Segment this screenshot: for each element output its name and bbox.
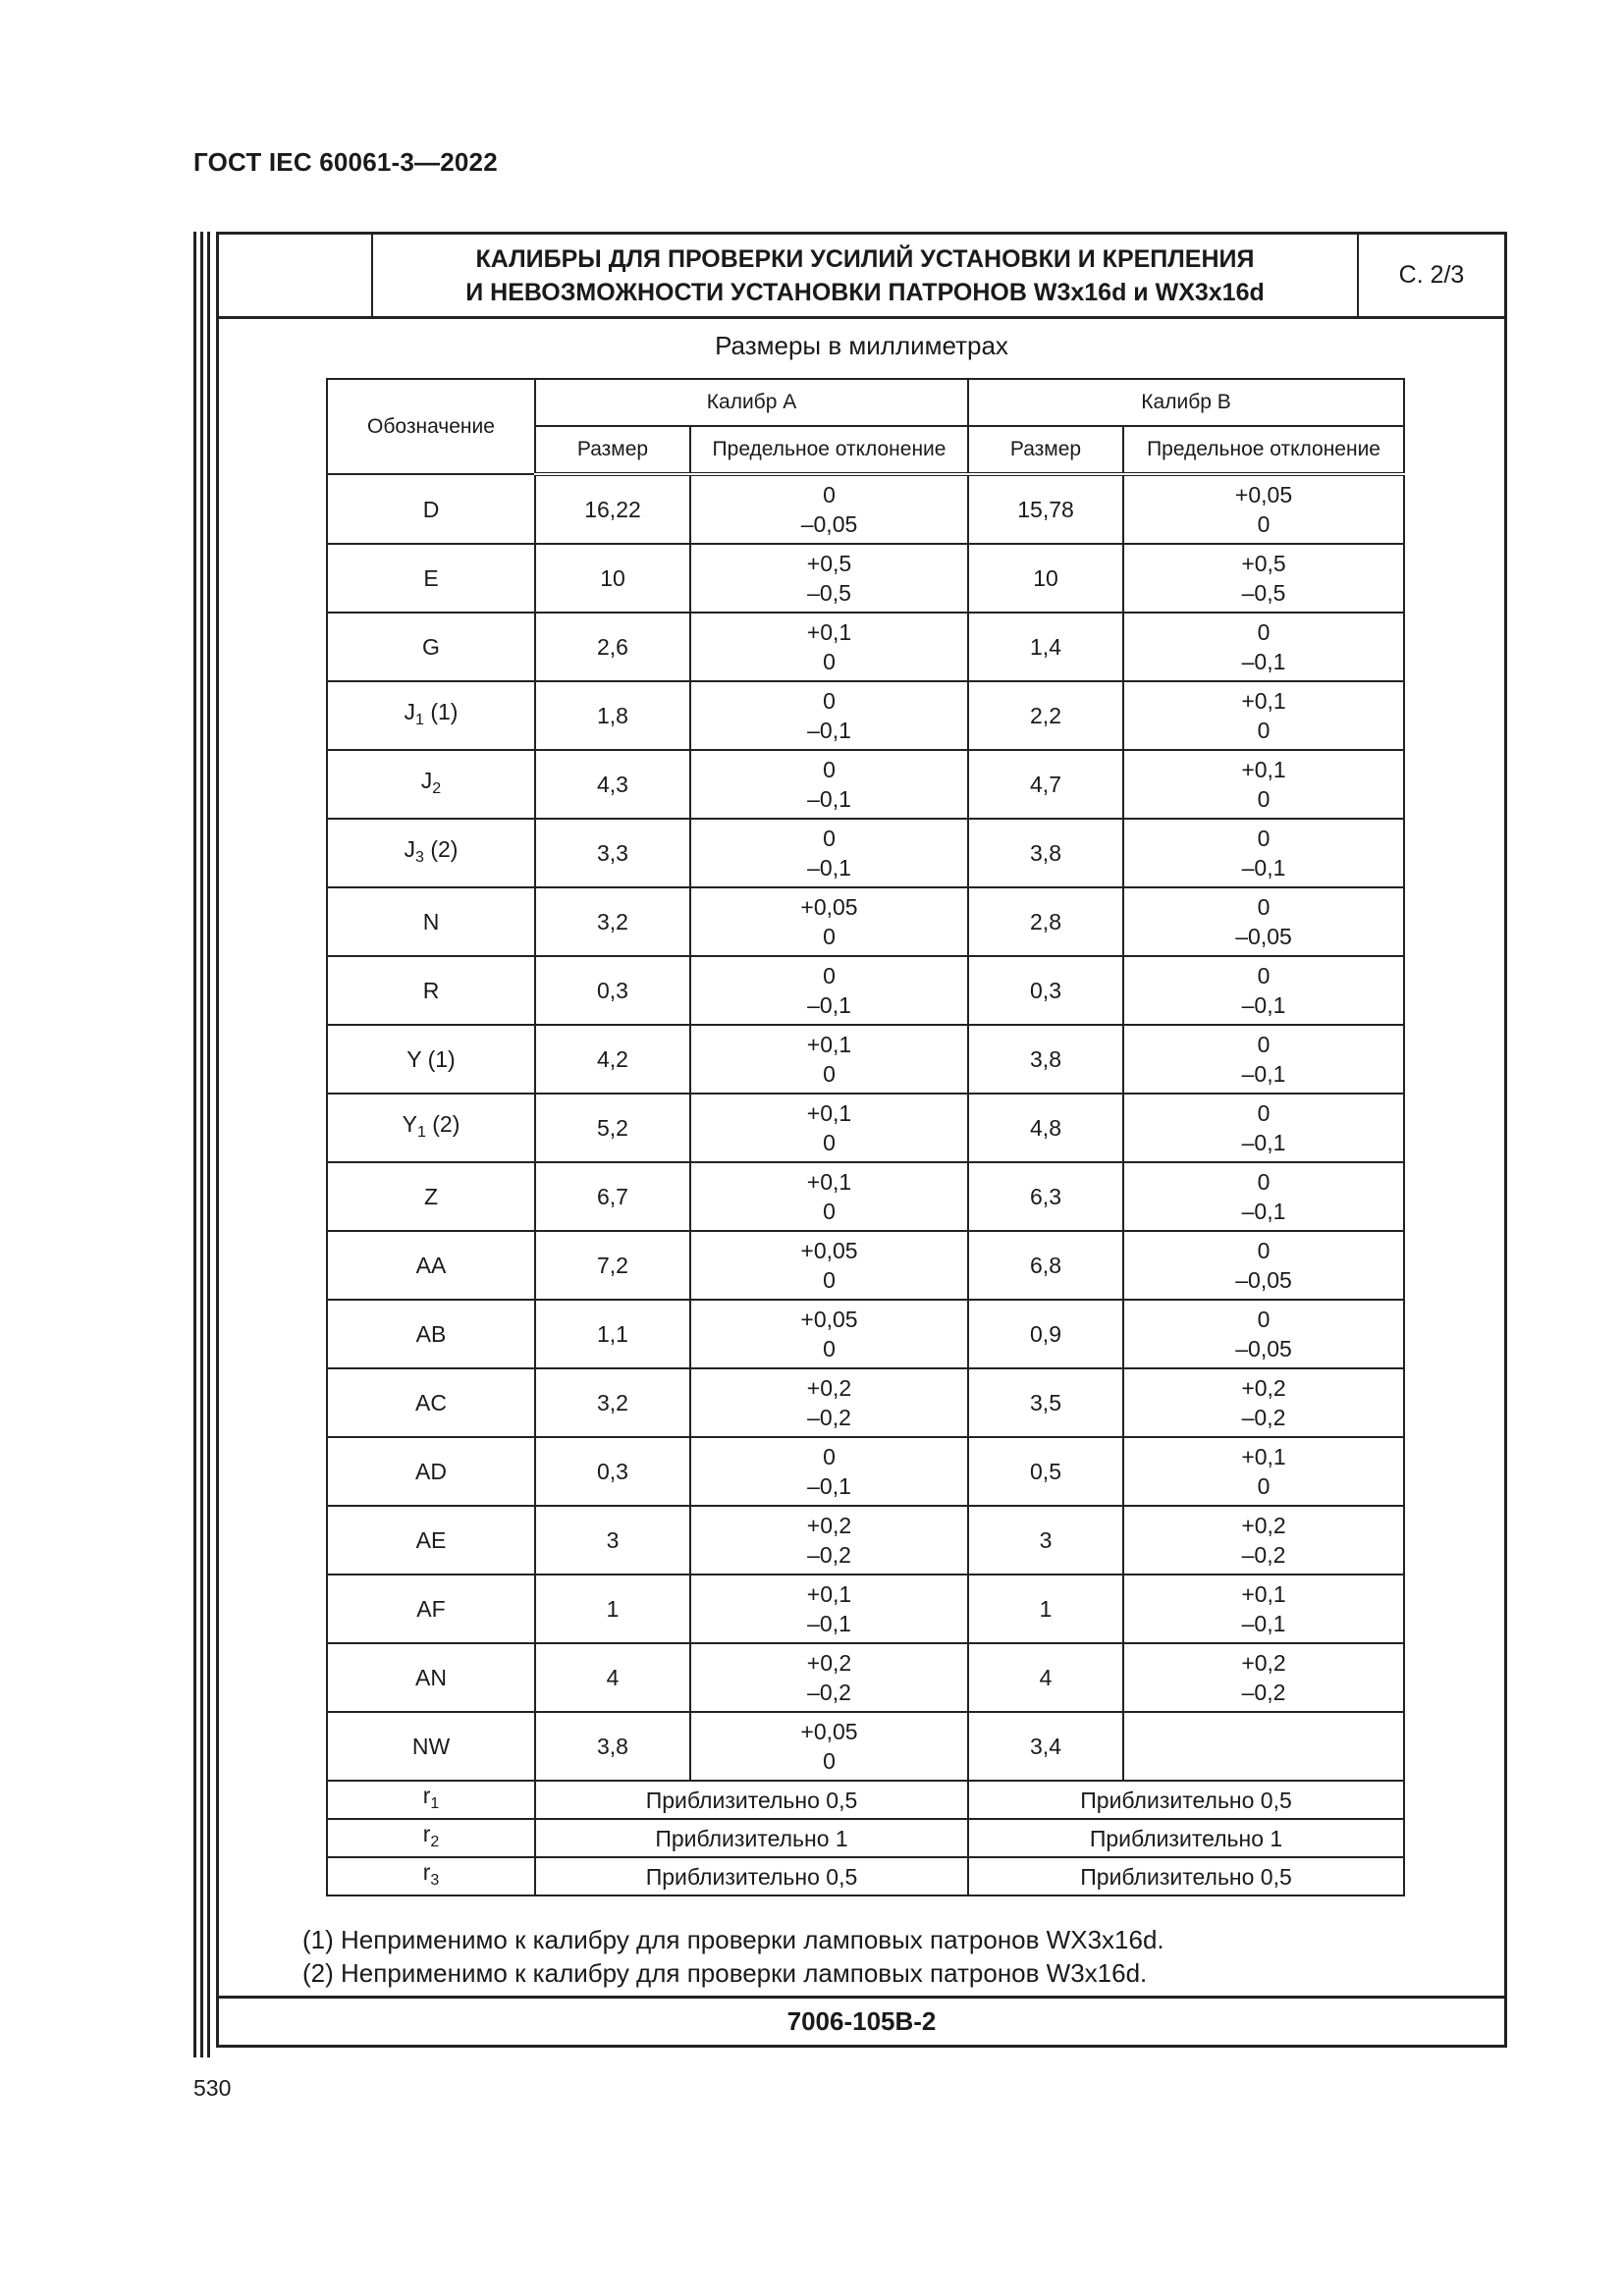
gauge-b-tolerance bbox=[1123, 1300, 1404, 1368]
table-row bbox=[327, 750, 1404, 819]
designation-letter: J bbox=[404, 835, 416, 862]
table-row bbox=[327, 544, 1404, 613]
footnotes bbox=[302, 1923, 1164, 1990]
gauge-a-tolerance bbox=[690, 1025, 968, 1094]
designation-letter: J bbox=[420, 767, 433, 793]
upper-deviation: 0 bbox=[1257, 963, 1271, 988]
upper-deviation: +0,2 bbox=[806, 1375, 852, 1401]
designation-cell bbox=[327, 819, 535, 887]
standard-header: ГОСТ IEC 60061-3—2022 bbox=[193, 147, 498, 177]
designation-letter: Z bbox=[423, 1184, 439, 1209]
lower-deviation: –0,1 bbox=[1241, 1061, 1286, 1087]
title-block bbox=[219, 235, 1504, 319]
upper-deviation: +0,1 bbox=[1241, 1581, 1286, 1607]
lower-deviation: –0,1 bbox=[1241, 649, 1286, 674]
upper-deviation: 0 bbox=[1257, 1100, 1271, 1126]
gauge-a-size: 5,2 bbox=[535, 1094, 690, 1162]
header-gauge-a: Калибр A bbox=[535, 379, 968, 426]
gauge-a-size: 3,3 bbox=[535, 819, 690, 887]
gauge-a-tolerance bbox=[690, 681, 968, 750]
designation-footnote-ref: (1) bbox=[427, 1046, 456, 1072]
lower-deviation: –0,1 bbox=[1241, 992, 1286, 1018]
gauge-b-radius: Приблизительно 0,5 bbox=[968, 1857, 1404, 1896]
gauge-a-radius: Приблизительно 0,5 bbox=[535, 1781, 968, 1819]
binding-rule-middle bbox=[200, 232, 203, 2057]
upper-deviation: +0,05 bbox=[800, 1719, 858, 1744]
gauge-a-tolerance bbox=[690, 1643, 968, 1712]
lower-deviation: 0 bbox=[823, 1130, 836, 1155]
gauge-b-radius: Приблизительно 1 bbox=[968, 1819, 1404, 1857]
lower-deviation: –0,1 bbox=[1241, 1130, 1286, 1155]
gauge-a-radius: Приблизительно 0,5 bbox=[535, 1857, 968, 1896]
header-gauge-b: Калибр B bbox=[968, 379, 1404, 426]
gauge-a-size: 1,1 bbox=[535, 1300, 690, 1368]
lower-deviation: –0,05 bbox=[1235, 1267, 1292, 1293]
gauge-a-size: 0,3 bbox=[535, 1437, 690, 1506]
designation-cell bbox=[327, 1094, 535, 1162]
designation-letter: r bbox=[422, 1821, 431, 1846]
upper-deviation: +0,1 bbox=[806, 1581, 852, 1607]
lower-deviation: 0 bbox=[823, 1748, 836, 1774]
gauge-a-tolerance bbox=[690, 1231, 968, 1300]
designation-subscript: 2 bbox=[432, 779, 442, 797]
lower-deviation: 0 bbox=[823, 1336, 836, 1362]
lower-deviation: 0 bbox=[823, 1061, 836, 1087]
gauge-b-tolerance bbox=[1123, 1575, 1404, 1643]
designation-cell bbox=[327, 1506, 535, 1575]
upper-deviation: +0,1 bbox=[1241, 757, 1286, 782]
footnote-1: (1) Неприменимо к калибру для проверки ламповых патронов WX3x16d. bbox=[302, 1925, 1164, 1954]
designation-cell bbox=[327, 750, 535, 819]
upper-deviation: 0 bbox=[1257, 1307, 1271, 1332]
designation-letter: Y bbox=[402, 1110, 417, 1137]
upper-deviation: +0,05 bbox=[1234, 482, 1293, 507]
gauge-b-size: 3,8 bbox=[968, 1025, 1123, 1094]
designation-cell bbox=[327, 887, 535, 956]
upper-deviation: 0 bbox=[1257, 1238, 1271, 1263]
gauge-a-tolerance bbox=[690, 956, 968, 1025]
upper-deviation: +0,05 bbox=[800, 1238, 858, 1263]
gauge-a-size: 4,3 bbox=[535, 750, 690, 819]
upper-deviation: +0,5 bbox=[806, 551, 852, 576]
designation-cell bbox=[327, 613, 535, 681]
designation-letter: R bbox=[422, 978, 440, 1003]
designation-cell bbox=[327, 1025, 535, 1094]
table-row bbox=[327, 1231, 1404, 1300]
sheet-page-label: С. 2/3 bbox=[1398, 261, 1465, 289]
designation-subscript: 1 bbox=[415, 711, 424, 728]
gauge-a-size: 4 bbox=[535, 1643, 690, 1712]
sheet-title bbox=[373, 235, 1359, 316]
gauge-a-size: 3,2 bbox=[535, 887, 690, 956]
gauge-b-tolerance bbox=[1123, 1094, 1404, 1162]
gauge-a-size: 4,2 bbox=[535, 1025, 690, 1094]
units-caption: Размеры в миллиметрах bbox=[715, 331, 1008, 360]
lower-deviation: 0 bbox=[1257, 786, 1271, 812]
gauge-a-tolerance bbox=[690, 1162, 968, 1231]
lower-deviation: –0,5 bbox=[807, 580, 851, 606]
designation-letter: AB bbox=[415, 1321, 447, 1347]
designation-footnote-ref: (2) bbox=[430, 835, 459, 862]
upper-deviation: +0,05 bbox=[800, 1307, 858, 1332]
upper-deviation: +0,2 bbox=[806, 1513, 852, 1538]
upper-deviation: +0,1 bbox=[1241, 1444, 1286, 1469]
designation-letter: D bbox=[422, 496, 440, 522]
lower-deviation: –0,1 bbox=[807, 992, 851, 1018]
gauge-a-size: 3 bbox=[535, 1506, 690, 1575]
upper-deviation: 0 bbox=[1257, 1032, 1271, 1057]
gauge-a-tolerance bbox=[690, 887, 968, 956]
designation-subscript: 1 bbox=[416, 1123, 426, 1141]
gauge-b-size: 0,5 bbox=[968, 1437, 1123, 1506]
gauge-b-size: 0,9 bbox=[968, 1300, 1123, 1368]
gauge-a-size: 6,7 bbox=[535, 1162, 690, 1231]
gauge-b-tolerance bbox=[1123, 613, 1404, 681]
designation-letter: Y bbox=[406, 1046, 422, 1072]
gauge-b-size: 1 bbox=[968, 1575, 1123, 1643]
designation-letter: J bbox=[404, 698, 416, 724]
gauge-a-size: 1 bbox=[535, 1575, 690, 1643]
designation-letter: N bbox=[422, 909, 440, 934]
table-row bbox=[327, 1712, 1404, 1781]
gauge-b-tolerance bbox=[1123, 544, 1404, 613]
header-a-tolerance: Предельное отклонение bbox=[690, 426, 968, 474]
designation-cell bbox=[327, 1162, 535, 1231]
designation-letter: G bbox=[422, 634, 440, 660]
table-row bbox=[327, 1437, 1404, 1506]
gauge-a-tolerance bbox=[690, 544, 968, 613]
gauge-b-tolerance bbox=[1123, 750, 1404, 819]
gauge-b-tolerance bbox=[1123, 887, 1404, 956]
gauge-a-tolerance bbox=[690, 1712, 968, 1781]
gauge-b-size: 3,5 bbox=[968, 1368, 1123, 1437]
header-a-size: Размер bbox=[535, 426, 690, 474]
table-row bbox=[327, 1575, 1404, 1643]
binding-rule-left bbox=[193, 232, 196, 2057]
gauge-b-size: 4,7 bbox=[968, 750, 1123, 819]
table-row bbox=[327, 1094, 1404, 1162]
upper-deviation: +0,2 bbox=[1241, 1375, 1286, 1401]
gauge-b-tolerance bbox=[1123, 681, 1404, 750]
gauge-b-tolerance bbox=[1123, 819, 1404, 887]
upper-deviation: 0 bbox=[1257, 619, 1271, 645]
designation-cell bbox=[327, 1575, 535, 1643]
gauge-b-size: 2,8 bbox=[968, 887, 1123, 956]
designation-cell bbox=[327, 1437, 535, 1506]
gauge-b-tolerance bbox=[1123, 1437, 1404, 1506]
footnote-2: (2) Неприменимо к калибру для проверки ламповых патронов W3x16d. bbox=[302, 1958, 1148, 1988]
lower-deviation: 0 bbox=[823, 924, 836, 949]
designation-letter: E bbox=[423, 565, 439, 591]
gauge-a-tolerance bbox=[690, 1437, 968, 1506]
lower-deviation: –0,2 bbox=[807, 1680, 851, 1705]
designation-cell bbox=[327, 1368, 535, 1437]
designation-subscript: 3 bbox=[415, 848, 424, 866]
upper-deviation: 0 bbox=[823, 1444, 836, 1469]
lower-deviation: 0 bbox=[823, 649, 836, 674]
lower-deviation: –0,05 bbox=[1235, 1336, 1292, 1362]
designation-letter: AF bbox=[416, 1596, 446, 1622]
gauge-a-tolerance bbox=[690, 1300, 968, 1368]
gauge-a-size: 2,6 bbox=[535, 613, 690, 681]
lower-deviation: –0,1 bbox=[807, 1611, 851, 1636]
designation-letter: AE bbox=[415, 1527, 447, 1553]
binding-rule-right bbox=[207, 232, 210, 2057]
upper-deviation: +0,1 bbox=[806, 1100, 852, 1126]
gauge-a-size: 16,22 bbox=[535, 474, 690, 544]
lower-deviation: –0,2 bbox=[1241, 1405, 1286, 1430]
upper-deviation: 0 bbox=[1257, 1169, 1271, 1195]
designation-footnote-ref: (1) bbox=[430, 698, 459, 724]
designation-letter: AD bbox=[415, 1459, 447, 1484]
gauge-b-tolerance bbox=[1123, 1025, 1404, 1094]
designation-letter: AC bbox=[415, 1390, 447, 1415]
designation-cell bbox=[327, 1857, 535, 1896]
gauge-a-tolerance bbox=[690, 1506, 968, 1575]
gauge-b-size: 10 bbox=[968, 544, 1123, 613]
designation-cell bbox=[327, 544, 535, 613]
table-row bbox=[327, 956, 1404, 1025]
designation-letter: AN bbox=[415, 1665, 447, 1690]
designation-cell bbox=[327, 474, 535, 544]
lower-deviation: 0 bbox=[1257, 1473, 1271, 1499]
upper-deviation: +0,05 bbox=[800, 894, 858, 920]
upper-deviation: +0,1 bbox=[1241, 688, 1286, 714]
upper-deviation: +0,2 bbox=[806, 1650, 852, 1676]
radius-row bbox=[327, 1857, 1404, 1896]
lower-deviation: 0 bbox=[823, 1267, 836, 1293]
gauge-a-size: 1,8 bbox=[535, 681, 690, 750]
lower-deviation: –0,1 bbox=[807, 1473, 851, 1499]
upper-deviation: 0 bbox=[823, 688, 836, 714]
table-row bbox=[327, 1368, 1404, 1437]
lower-deviation: –0,5 bbox=[1241, 580, 1286, 606]
gauge-b-size: 0,3 bbox=[968, 956, 1123, 1025]
gauge-b-size: 6,3 bbox=[968, 1162, 1123, 1231]
lower-deviation: –0,2 bbox=[1241, 1680, 1286, 1705]
table-row bbox=[327, 819, 1404, 887]
gauge-b-size: 1,4 bbox=[968, 613, 1123, 681]
sheet-frame bbox=[216, 232, 1507, 2048]
designation-cell bbox=[327, 1300, 535, 1368]
designation-letter: r bbox=[422, 1859, 431, 1885]
upper-deviation: +0,2 bbox=[1241, 1513, 1286, 1538]
table-row bbox=[327, 1300, 1404, 1368]
gauge-a-size: 7,2 bbox=[535, 1231, 690, 1300]
gauge-a-size: 3,2 bbox=[535, 1368, 690, 1437]
designation-cell bbox=[327, 1643, 535, 1712]
gauge-b-tolerance bbox=[1123, 1368, 1404, 1437]
table-row bbox=[327, 1162, 1404, 1231]
table-row bbox=[327, 474, 1404, 544]
gauge-b-tolerance bbox=[1123, 1231, 1404, 1300]
gauge-b-size: 4 bbox=[968, 1643, 1123, 1712]
gauge-b-tolerance bbox=[1123, 1506, 1404, 1575]
designation-cell bbox=[327, 1819, 535, 1857]
upper-deviation: 0 bbox=[823, 757, 836, 782]
lower-deviation: –0,1 bbox=[807, 718, 851, 743]
designation-letter: AA bbox=[415, 1253, 447, 1278]
upper-deviation: 0 bbox=[1257, 826, 1271, 851]
designation-subscript: 1 bbox=[430, 1795, 440, 1812]
designation-cell bbox=[327, 1231, 535, 1300]
table-row bbox=[327, 1643, 1404, 1712]
gauge-a-tolerance bbox=[690, 750, 968, 819]
gauge-a-size: 10 bbox=[535, 544, 690, 613]
gauge-a-tolerance bbox=[690, 613, 968, 681]
gauge-b-tolerance bbox=[1123, 1712, 1404, 1781]
designation-cell bbox=[327, 956, 535, 1025]
upper-deviation: 0 bbox=[1257, 894, 1271, 920]
gauge-a-tolerance bbox=[690, 819, 968, 887]
upper-deviation: +0,1 bbox=[806, 619, 852, 645]
table-row bbox=[327, 613, 1404, 681]
gauge-b-tolerance bbox=[1123, 474, 1404, 544]
designation-letter: NW bbox=[411, 1734, 451, 1759]
table-row bbox=[327, 1506, 1404, 1575]
lower-deviation: –0,1 bbox=[1241, 1199, 1286, 1224]
gauge-a-size: 0,3 bbox=[535, 956, 690, 1025]
upper-deviation: +0,5 bbox=[1241, 551, 1286, 576]
gauge-a-tolerance bbox=[690, 1368, 968, 1437]
lower-deviation: 0 bbox=[1257, 511, 1271, 537]
gauge-b-size: 3 bbox=[968, 1506, 1123, 1575]
title-blank-cell bbox=[219, 235, 373, 316]
lower-deviation: –0,1 bbox=[1241, 1611, 1286, 1636]
gauge-a-size: 3,8 bbox=[535, 1712, 690, 1781]
sheet-code: 7006-105В-2 bbox=[786, 2006, 937, 2036]
gauge-b-size: 2,2 bbox=[968, 681, 1123, 750]
gauge-b-tolerance bbox=[1123, 956, 1404, 1025]
header-b-tolerance: Предельное отклонение bbox=[1123, 426, 1404, 474]
designation-cell bbox=[327, 1781, 535, 1819]
gauge-b-size: 3,8 bbox=[968, 819, 1123, 887]
upper-deviation: +0,1 bbox=[806, 1169, 852, 1195]
gauge-a-tolerance bbox=[690, 474, 968, 544]
gauge-b-size: 6,8 bbox=[968, 1231, 1123, 1300]
table-row bbox=[327, 887, 1404, 956]
gauge-a-tolerance bbox=[690, 1094, 968, 1162]
designation-cell bbox=[327, 681, 535, 750]
upper-deviation: 0 bbox=[823, 482, 836, 507]
dimensions-table bbox=[326, 378, 1405, 1896]
gauge-a-radius: Приблизительно 1 bbox=[535, 1819, 968, 1857]
lower-deviation: –0,2 bbox=[807, 1405, 851, 1430]
lower-deviation: –0,2 bbox=[1241, 1542, 1286, 1568]
lower-deviation: –0,05 bbox=[1235, 924, 1292, 949]
radius-row bbox=[327, 1781, 1404, 1819]
gauge-b-tolerance bbox=[1123, 1643, 1404, 1712]
page-number: 530 bbox=[193, 2075, 232, 2101]
radius-row bbox=[327, 1819, 1404, 1857]
lower-deviation: –0,1 bbox=[807, 786, 851, 812]
header-b-size: Размер bbox=[968, 426, 1123, 474]
table-row bbox=[327, 1025, 1404, 1094]
upper-deviation: +0,2 bbox=[1241, 1650, 1286, 1676]
gauge-b-radius: Приблизительно 0,5 bbox=[968, 1781, 1404, 1819]
designation-footnote-ref: (2) bbox=[432, 1110, 460, 1137]
upper-deviation: +0,1 bbox=[806, 1032, 852, 1057]
lower-deviation: 0 bbox=[823, 1199, 836, 1224]
lower-deviation: 0 bbox=[1257, 718, 1271, 743]
gauge-b-size: 4,8 bbox=[968, 1094, 1123, 1162]
table-row bbox=[327, 681, 1404, 750]
sheet-title-line-1: КАЛИБРЫ ДЛЯ ПРОВЕРКИ УСИЛИЙ УСТАНОВКИ И КРЕПЛЕНИЯ bbox=[475, 244, 1255, 273]
gauge-a-tolerance bbox=[690, 1575, 968, 1643]
sheet-title-line-2: И НЕВОЗМОЖНОСТИ УСТАНОВКИ ПАТРОНОВ W3x16d и WX3x16d bbox=[465, 278, 1265, 306]
header-designation: Обозначение bbox=[327, 379, 535, 474]
upper-deviation: 0 bbox=[823, 826, 836, 851]
lower-deviation: –0,2 bbox=[807, 1542, 851, 1568]
designation-cell bbox=[327, 1712, 535, 1781]
lower-deviation: –0,05 bbox=[800, 511, 858, 537]
gauge-b-size: 15,78 bbox=[968, 474, 1123, 544]
designation-letter: r bbox=[422, 1783, 431, 1808]
lower-deviation: –0,1 bbox=[807, 855, 851, 881]
gauge-b-tolerance bbox=[1123, 1162, 1404, 1231]
upper-deviation: 0 bbox=[823, 963, 836, 988]
gauge-b-size: 3,4 bbox=[968, 1712, 1123, 1781]
designation-subscript: 3 bbox=[430, 1872, 440, 1889]
lower-deviation: –0,1 bbox=[1241, 855, 1286, 881]
designation-subscript: 2 bbox=[430, 1834, 440, 1850]
